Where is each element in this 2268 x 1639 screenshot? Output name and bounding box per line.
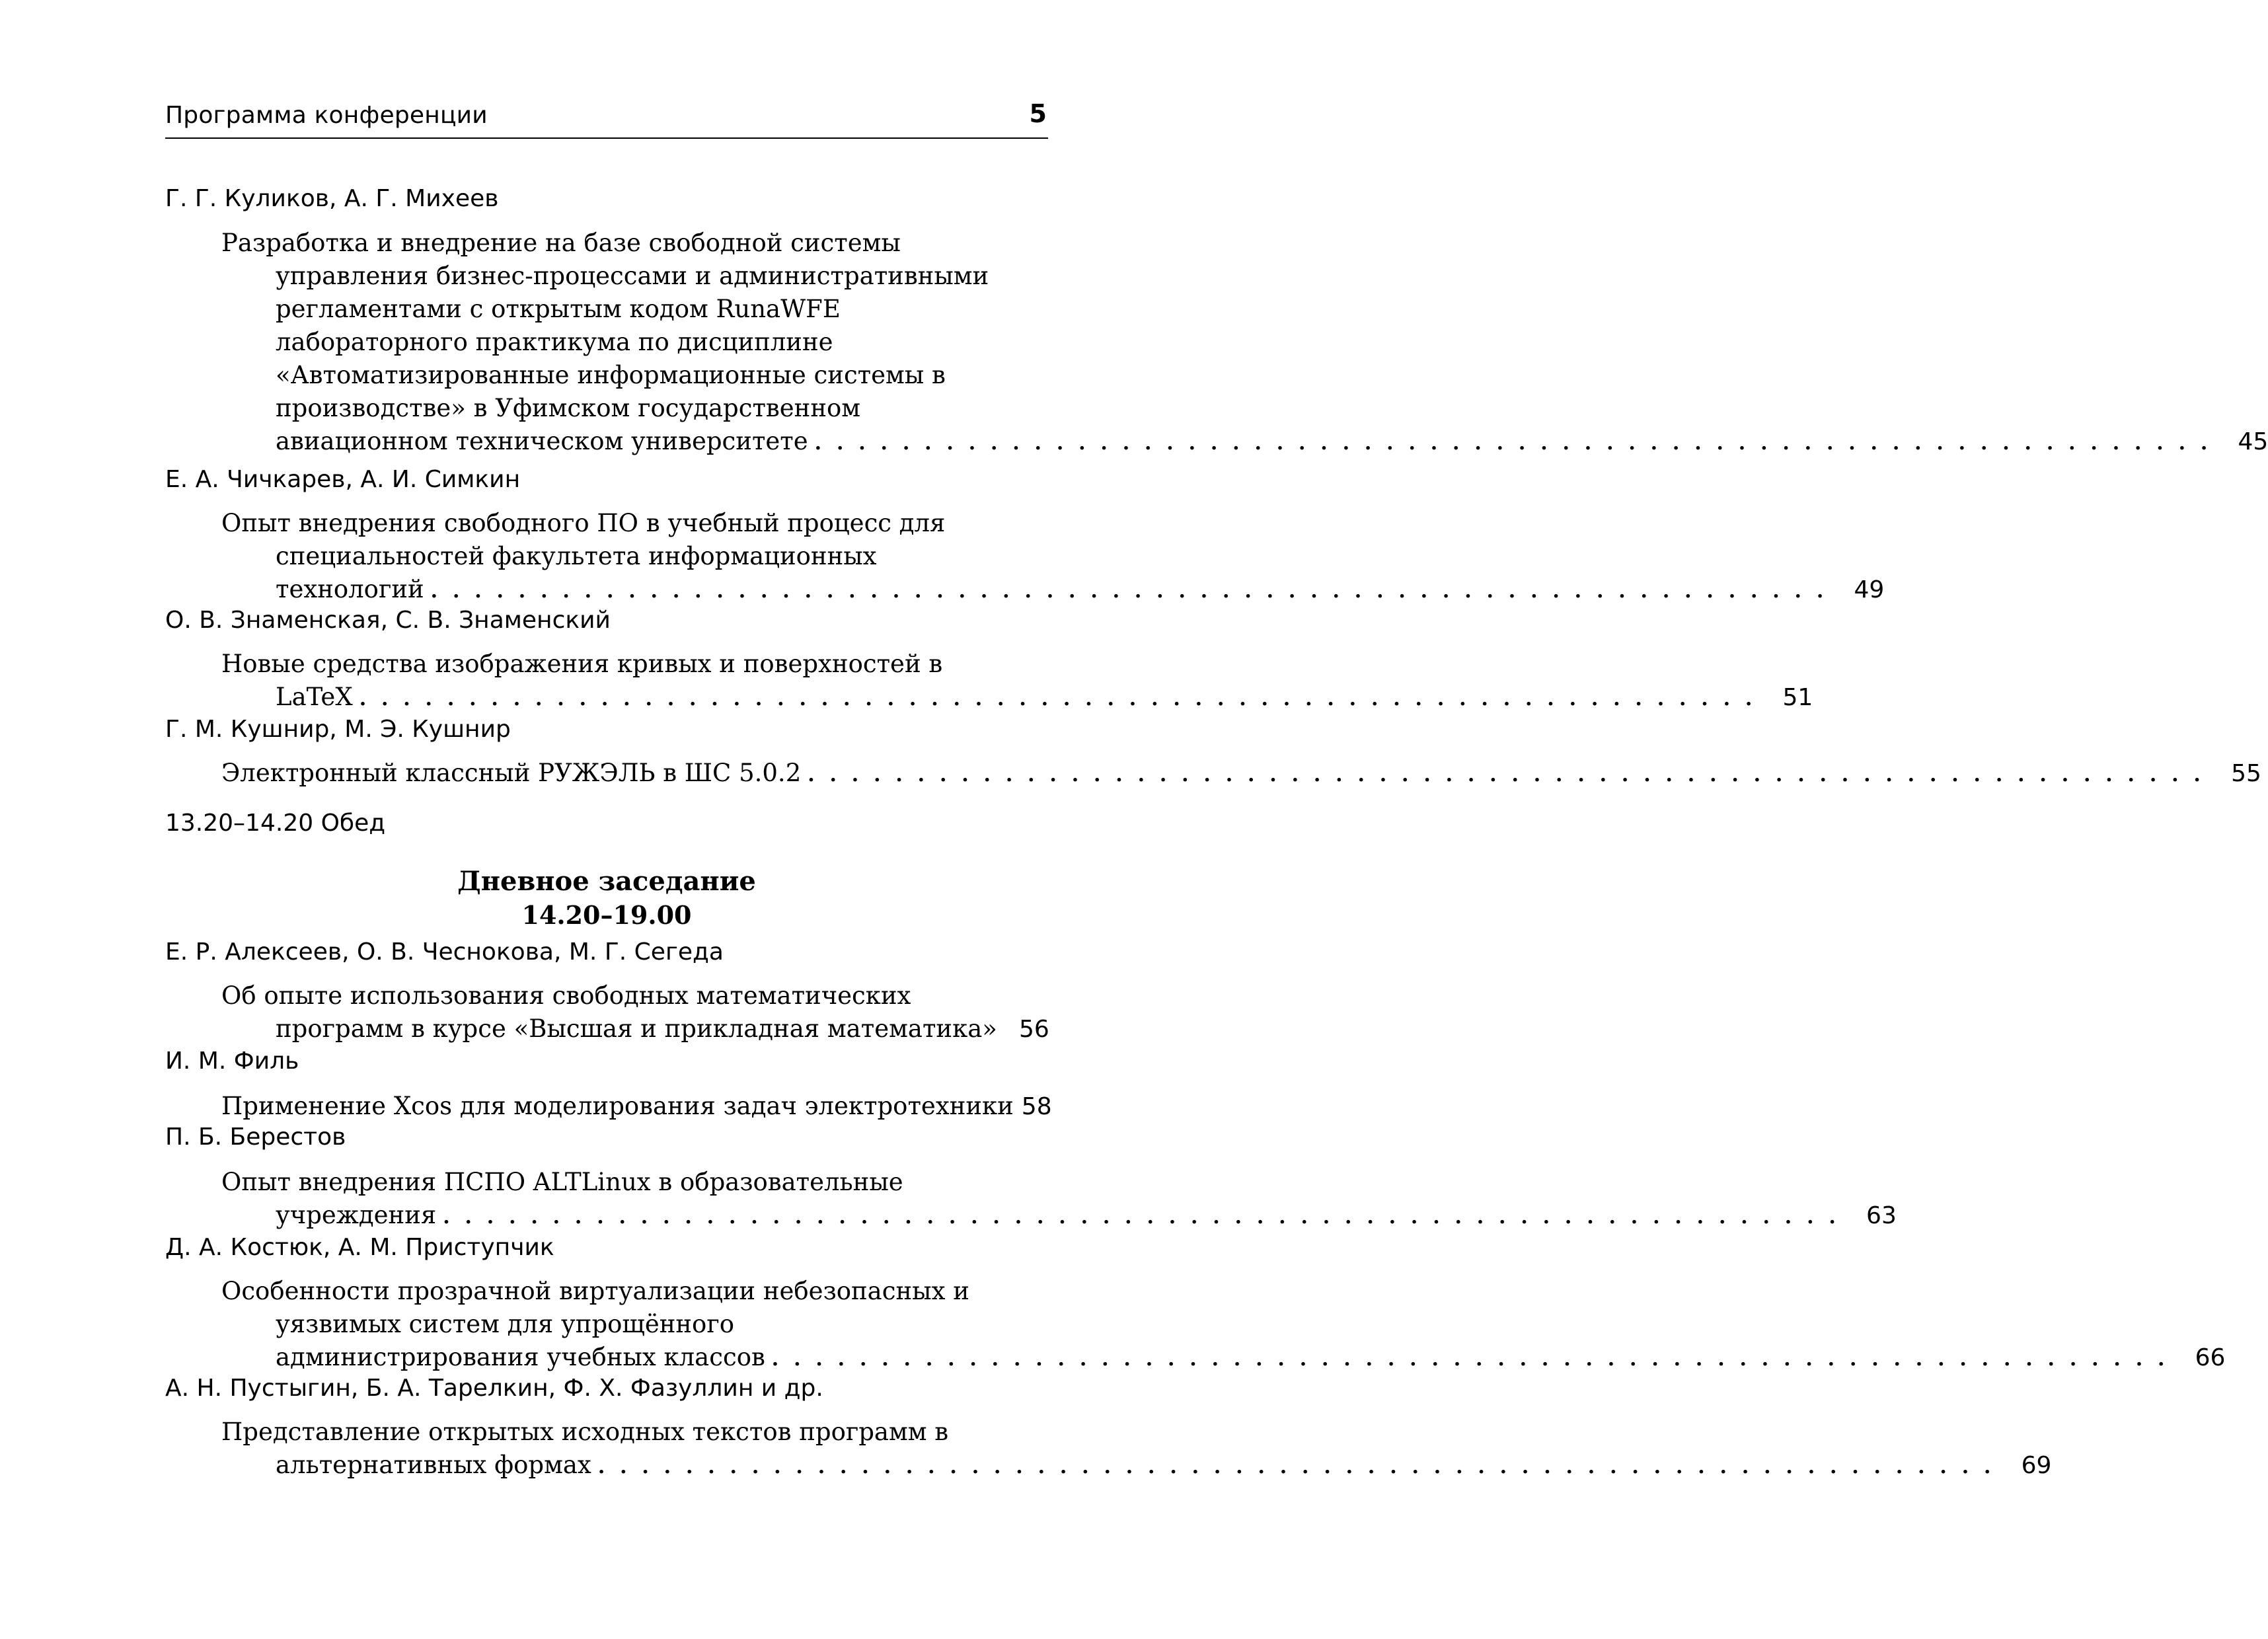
entry-page-number: 66 — [2195, 1344, 2226, 1371]
entry-title-line: Представление открытых исходных текстов программ в — [221, 1418, 949, 1446]
entry-title-line: управления бизнес-процессами и административными — [276, 262, 989, 290]
lunch-break: 13.20–14.20 Обед — [165, 810, 386, 837]
entry-last-line — [276, 683, 1813, 711]
entry-title-line: администрирования учебных классов — [276, 1343, 765, 1371]
leader-dots: . . . . . . . . . . . . . . . . . . . . . . . . . . . . . . . . . . . . . . . . . . . . . . . . . . . . . . . . . . . . . . . . — [443, 1205, 1840, 1229]
entry-title-line: производстве» в Уфимском государственном — [276, 394, 861, 422]
entry-last-line — [276, 1201, 1897, 1229]
entry-title-line: авиационном техническом университете — [276, 427, 808, 455]
leader-dots: . . . . . . . . . . . . . . . . . . . . . . . . . . . . . . . . . . . . . . . . . . . . . . . . . . . . . . . . . . . . . . . . — [771, 1348, 2169, 1371]
entry-page-number: 55 — [2231, 760, 2261, 787]
leader-dots: . . . . . . . . . . . . . . . . . . . . . . . . . . . . . . . . . . . . . . . . . . . . . . . . . . . . . . . . . . . . . . . . — [814, 432, 2212, 455]
leader-dots: . . . . . . . . . . . . . . . . . . . . . . . . . . . . . . . . . . . . . . . . . . . . . . . . . . . . . . . . . . . . . . . . — [359, 687, 1757, 710]
entry-last-line — [276, 1014, 1048, 1043]
entry-page-number: 58 — [1021, 1093, 1052, 1120]
author-line: П. Б. Берестов — [165, 1124, 346, 1151]
entry-title-line: Применение Xcos для моделирования задач электротехники — [221, 1092, 1014, 1120]
entry-title-line: LaTeX — [276, 683, 353, 711]
author-line: Г. Г. Куликов, А. Г. Михеев — [165, 185, 499, 212]
entry-last-line — [276, 1343, 2226, 1371]
entry-last-line — [276, 575, 1885, 603]
entry-page-number: 69 — [2021, 1452, 2052, 1479]
author-line: О. В. Знаменская, С. В. Знаменский — [165, 607, 611, 634]
entry-title-line: «Автоматизированные информационные системы в — [276, 361, 946, 389]
header-title: Программа конференции — [165, 102, 488, 129]
author-line: А. Н. Пустыгин, Б. А. Тарелкин, Ф. Х. Фазуллин и др. — [165, 1375, 823, 1402]
entry-title-line: Особенности прозрачной виртуализации небезопасных и — [221, 1277, 969, 1305]
entry-title-line: регламентами с открытым кодом RunaWFE — [276, 295, 841, 323]
entry-title-line: Опыт внедрения ПСПО ALTLinux в образовательные — [221, 1168, 903, 1196]
author-line: Е. Р. Алексеев, О. В. Чеснокова, М. Г. Сегеда — [165, 938, 724, 966]
author-line: И. М. Филь — [165, 1048, 299, 1075]
entry-title-line: альтернативных формах — [276, 1451, 591, 1479]
entry-page-number: 56 — [1019, 1016, 1049, 1043]
entry-title-line: Новые средства изображения кривых и поверхностей в — [221, 650, 943, 678]
entry-title-line: Опыт внедрения свободного ПО в учебный процесс для — [221, 509, 946, 537]
session-time: 14.20–19.00 — [521, 900, 692, 930]
entry-page-number: 63 — [1866, 1202, 1897, 1229]
entry-title-line: технологий — [276, 575, 424, 603]
session-title: Дневное заседание — [457, 866, 756, 897]
entry-page-number: 49 — [1854, 576, 1885, 603]
entry-page-number: 45 — [2238, 428, 2268, 455]
entry-title-line: специальностей факультета информационных — [276, 542, 877, 570]
entry-page-number: 51 — [1782, 684, 1813, 711]
entry-title-line: Разработка и внедрение на базе свободной системы — [221, 229, 901, 257]
entry-title-line: учреждения — [276, 1201, 437, 1229]
running-header — [165, 98, 1048, 139]
leader-dots: . . . . . . . . . . . . . . . . . . . . . . . . . . . . . . . . . . . . . . . . . . . . . . . . . . . . . . . . . . . . . . . . — [808, 763, 2205, 786]
entry-title-line: Об опыте использования свободных математических — [221, 981, 911, 1010]
entry-title-line: уязвимых систем для упрощённого — [276, 1310, 734, 1338]
entry-last-line — [221, 1092, 1052, 1120]
entry-last-line — [276, 1451, 2052, 1479]
entry-title-line: Электронный классный РУЖЭЛЬ в ШС 5.0.2 — [221, 759, 802, 787]
entry-last-line — [276, 427, 2268, 455]
author-line: Е. А. Чичкарев, А. И. Симкин — [165, 466, 521, 493]
leader-dots: . . . . . . . . . . . . . . . . . . . . . . . . . . . . . . . . . . . . . . . . . . . . . . . . . . . . . . . . . . . . . . . . — [597, 1455, 1995, 1478]
author-line: Г. М. Кушнир, М. Э. Кушнир — [165, 716, 511, 743]
entry-title-line: лабораторного практикума по дисциплине — [276, 328, 833, 356]
leader-dots: . . . . . . . . . . . . . . . . . . . . . . . . . . . . . . . . . . . . . . . . . . . . . . . . . . . . . . . . . . . . . . . . — [430, 580, 1828, 603]
entry-last-line — [221, 759, 2261, 787]
entry-title-line: программ в курсе «Высшая и прикладная математика» — [276, 1014, 997, 1043]
page-number: 5 — [1029, 99, 1047, 128]
author-line: Д. А. Костюк, А. М. Приступчик — [165, 1234, 554, 1261]
